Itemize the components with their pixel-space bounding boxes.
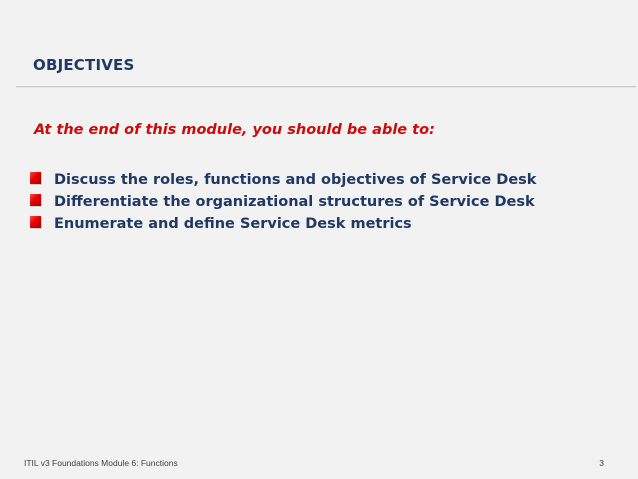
red-square-bullet-icon bbox=[30, 216, 41, 228]
slide-title: OBJECTIVES bbox=[33, 56, 135, 74]
objective-text: Differentiate the organizational structures of Service Desk bbox=[54, 194, 535, 210]
intro-text: At the end of this module, you should be able to: bbox=[34, 122, 435, 138]
objective-text: Discuss the roles, functions and objectives of Service Desk bbox=[54, 172, 537, 188]
objectives-list bbox=[30, 169, 536, 235]
objective-text: Enumerate and define Service Desk metrics bbox=[54, 216, 412, 232]
list-item bbox=[30, 169, 536, 191]
list-item bbox=[30, 213, 536, 235]
title-divider bbox=[16, 86, 636, 87]
page-number: 3 bbox=[599, 458, 604, 468]
red-square-bullet-icon bbox=[30, 172, 41, 184]
list-item bbox=[30, 191, 536, 213]
footer-module-label: ITIL v3 Foundations Module 6: Functions bbox=[24, 458, 178, 468]
red-square-bullet-icon bbox=[30, 194, 41, 206]
